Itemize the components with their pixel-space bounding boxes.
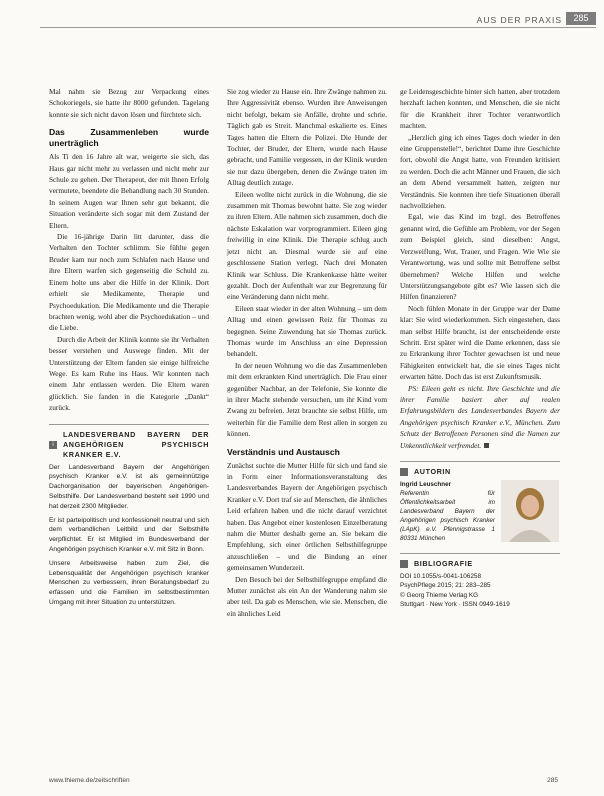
- paragraph: Eileen wollte nicht zurück in die Wohnung, die sie zusammen mit Thomas bewohnt hatte. Sie zog wieder zu ihren Eltern. Alle nahmen sich zusammen, doch die nächste Eskalation war vorprogrammiert. Eileen ging freiwillig in eine Klinik. Die Therapie schlug auch jetzt nicht an. Diesmal wurde sie auf eine geschlossene Station verlegt. Nach drei Monaten Klinik war Schluss. Die Krankenkasse hätte weiter gezahlt. Doch der Aufenthalt war zur Begrenzung für eine Veränderung dann nicht mehr.: [227, 189, 387, 302]
- paragraph: Egal, wie das Kind im bzgl. des Betroffenes genannt wird, die Gefühle am Problem, vor der Segen zum Beispiel gleich, sind dieselben: Angst, Verzweiflung, Wut, Trauer, und Fragen. Wie Wie sie Verantwortung, was und sollte mit Betroffene selbst übernehmen? Welche Hilfen und welche Unterstützungsangebote gibt es? Wie lassen sich die Hilfen finanzieren?: [400, 212, 560, 302]
- paragraph: Sie zog wieder zu Hause ein. Ihre Zwänge nahmen zu. Ihre Aggressivität ebenso. Wurden ihre Anweisungen nicht befolgt, bekam sie Anfälle, drohte und schrie. Täglich gab es Streit. Manchmal eskalierte es. Eines Tages hatten die Eltern die Polizei. Die Hunde der Tochter, der Bruder, der Eltern, wurde nach Hause gebracht, und Familie vergessen, in der Klinik wurden sie nur dazu übergeben, denen die Zwänge traten im Alltag deutlich zutage.: [227, 87, 387, 188]
- paragraph: Den Besuch bei der Selbsthilfegruppe empfand die Mutter zunächst als ein An der Wanderung nahm sie aber teil. Da gab es Menschen, wie sie. Menschen, die ein ähnliches Leid: [227, 574, 387, 618]
- infobox-title: LANDESVERBAND BAYERN DER ANGEHÖRIGEN PSYCHISCH KRANKER E.V.: [63, 429, 209, 459]
- section-heading: Das Zusammenleben wurde unerträglich: [49, 127, 209, 149]
- paragraph: Durch die Arbeit der Klinik konnte sie ihr Verhalten besser verstehen und Auswege finden. Mit der Unterstützung der Eltern fanden sie einige hilfreiche Wege. Es kam Ruhe ins Haus. Wir konnten nach einem Jahr entlassen werden. Die Eltern waren glücklich. Sie fanden in die Kategorie „Dankt“ zurück.: [49, 334, 209, 413]
- running-head: AUS DER PRAXIS: [476, 15, 562, 25]
- postscript: PS: Eileen geht es nicht. Ihre Geschichte und die ihrer Familie basiert aber auf realen Erfahrungsbildern des Landesverbandes Bayern der Angehörigen psychisch Kranker e.V., München. Zum Schutz der Betroffenen Personen sind die Namen zur Unkenntlichkeit verfremdet.: [400, 383, 560, 450]
- bibliography-box: [400, 553, 560, 610]
- paragraph: Eileen staat wieder in der alten Wohnung – um dem Alltag und einen gewissen Reiz für Thomas zu begegnen. Seine Zuwendung hat sie Thomas zurück. Thomas wurde im Anschluss an eine Depression behandelt.: [227, 303, 387, 359]
- info-icon: i: [49, 441, 57, 449]
- author-box-title: AUTORIN: [414, 467, 451, 476]
- bibliography-line: PsychPflege 2015; 21: 283–285: [400, 582, 491, 590]
- column-right: [400, 86, 560, 610]
- footer-page-number: 285: [547, 777, 558, 784]
- author-photo: [501, 480, 559, 542]
- bibliography-line: Stuttgart · New York · ISSN 0949-1619: [400, 601, 510, 609]
- bibliography-title: BIBLIOGRAFIE: [414, 559, 473, 568]
- paragraph: „Herzlich ging ich eines Tages doch wieder in den eine Gruppenstelle!“, berichtet Dame ihre Geschichte fort, obwohl die Angst hatte, von Freunden kritisiert zu werden. Doch die acht Männer und Frauen, die sich an dem Abend versammelt hatten, zeigten nur Verständnis. Sie konnten ihre tiefe Situationen überall nachvollziehen.: [400, 132, 560, 211]
- column-left: [49, 86, 209, 608]
- end-mark: [484, 443, 489, 448]
- bibliography-line: © Georg Thieme Verlag KG: [400, 591, 479, 599]
- author-info: [400, 480, 495, 543]
- infobox-paragraph: Er ist parteipolitisch und konfessionell neutral und sich dem verbandlichen Leitbild und der Selbsthilfe verpflichtet. Er ist Mitglied im Bundesverband der Angehörigen psychisch Kranker e.V. mit Sitz in Bonn.: [49, 516, 209, 553]
- paragraph: Zunächst suchte die Mutter Hilfe für sich und fand sie in Form einer Informationsveranstaltung des Landesverbandes Bayern der Angehörigen psychisch Kranker e.V. Dort traf sie auf Menschen, die ähnliches Leid erfahren haben und die nicht darauf verzichtet haben. Das Angebot einer kostenlosen Einzelberatung nahm die Mutter deshalb gerne an. Sie bekam die Empfehlung, sich einer örtlichen Selbsthilfegruppe anzuschließen – und die Bindung an einer gemeinsamen Wunderzeit.: [227, 460, 387, 573]
- paragraph: Noch fühlen Monate in der Gruppe war der Dame klar: Sie wird wiederkommen. Sich eingestehen, dass man selbst Hilfe braucht, ist der entscheidende erste Schritt. Erst später wird die Dame erkennen, dass sie zu Erkrankung ihrer Tochter gewachsen ist und neue Fähigkeiten entwickelt hat, die sie eines Tages nicht erwarten hätte. Doch das ist erst Zukunftsmusik.: [400, 303, 560, 382]
- section-heading: Verständnis und Austausch: [227, 446, 340, 457]
- author-description: Referentin für Öffentlichkeitsarbeit im Landesverband Bayern der Angehörigen psychisch Kranker (LApK) e.V. Pfennigstrasse 1 80331 München: [400, 490, 495, 542]
- box-marker-icon: [400, 468, 408, 476]
- page-number-badge: 285: [566, 12, 596, 25]
- column-middle: [227, 86, 387, 619]
- infobox-paragraph: Der Landesverband Bayern der Angehörigen psychisch Kranker e.V. ist als gemeinnützige Dachorganisation der bayerischen Angehörigen-Selbsthilfe. Der Landesverband besteht seit 1990 und hat derzeit 2300 Mitglieder.: [49, 463, 209, 510]
- footer-url: www.thieme.de/zeitschriften: [49, 777, 130, 784]
- paragraph: Die 16-jährige Darin litt darunter, dass die Verhalten den Tochter schlimm. Sie fühlte gegen Bruder kam nur noch zum Schlafen nach Hause und ihre Eltern warfen sich gegenseitig die Schuld zu. Einem holte uns aber die Hilfe in der Klinik. Dort erhielt sie Medikamente, Therapie und Psychoedukation. Die Medikamente und die Therapie brachten wenig, wohl aber die Psychoedukation – und die Liebe.: [49, 232, 209, 333]
- infobox-paragraph: Unsere Arbeitsweise haben zum Ziel, die Lebensqualität der Angehörigen psychisch kranker Menschen zu verbessern, ihren Beratungsbedarf zu erfassen und die Familien im selbstbestimmten Umgang mit ihrer Situation zu unterstützen.: [49, 559, 209, 606]
- infobox-verband: [49, 424, 209, 608]
- header-rule: [40, 27, 596, 28]
- portrait-image: [501, 480, 559, 542]
- paragraph: Mal nahm sie Bezug zur Verpackung eines Schokoriegels, sie hatte ihr 8000 gefunden. Tagelang konnte sie sich nicht davon lösen und fürchtete sich.: [49, 87, 209, 119]
- author-box: [400, 461, 560, 543]
- paragraph: ge Leidensgeschichte hinter sich hatten, aber trotzdem herzhaft lachen konnten, und Menschen, die sie nicht für die Krankheit ihrer Tochter verantwortlich machten.: [400, 87, 560, 131]
- author-name: Ingrid Leuschner: [400, 481, 452, 488]
- box-marker-icon: [400, 560, 408, 568]
- paragraph: Als Ti den 16 Jahre alt war, weigerte sie sich, das Haus gar nicht mehr zu verlassen und nicht mehr zur Schule zu gehen. Der Therapeut, der mit Ihnen Erfolg vermutete, beendete die Behandlung nach 30 Stunden. In seinem Augen war Ihnen sehr gut bekannt, die Situation veränderte sich sogar mit dem Zustand der Eltern.: [49, 152, 209, 230]
- bibliography-line: DOI 10.1055/s-0041-106258: [400, 573, 482, 580]
- paragraph: In der neuen Wohnung wo die das Zusammenleben mit dem erkrankten Kind unerträglich. Die Frau einer gegenüber Nachbar, an der Telefonie, Sie konnte die in ihrer Macht stehende versuchen, um ihr Kind vom Zwang zu befreien. Jetzt brauchte sie selbst Hilfe, um weiterhin für die Familie dem Rest allen in sorgen zu können.: [227, 360, 387, 439]
